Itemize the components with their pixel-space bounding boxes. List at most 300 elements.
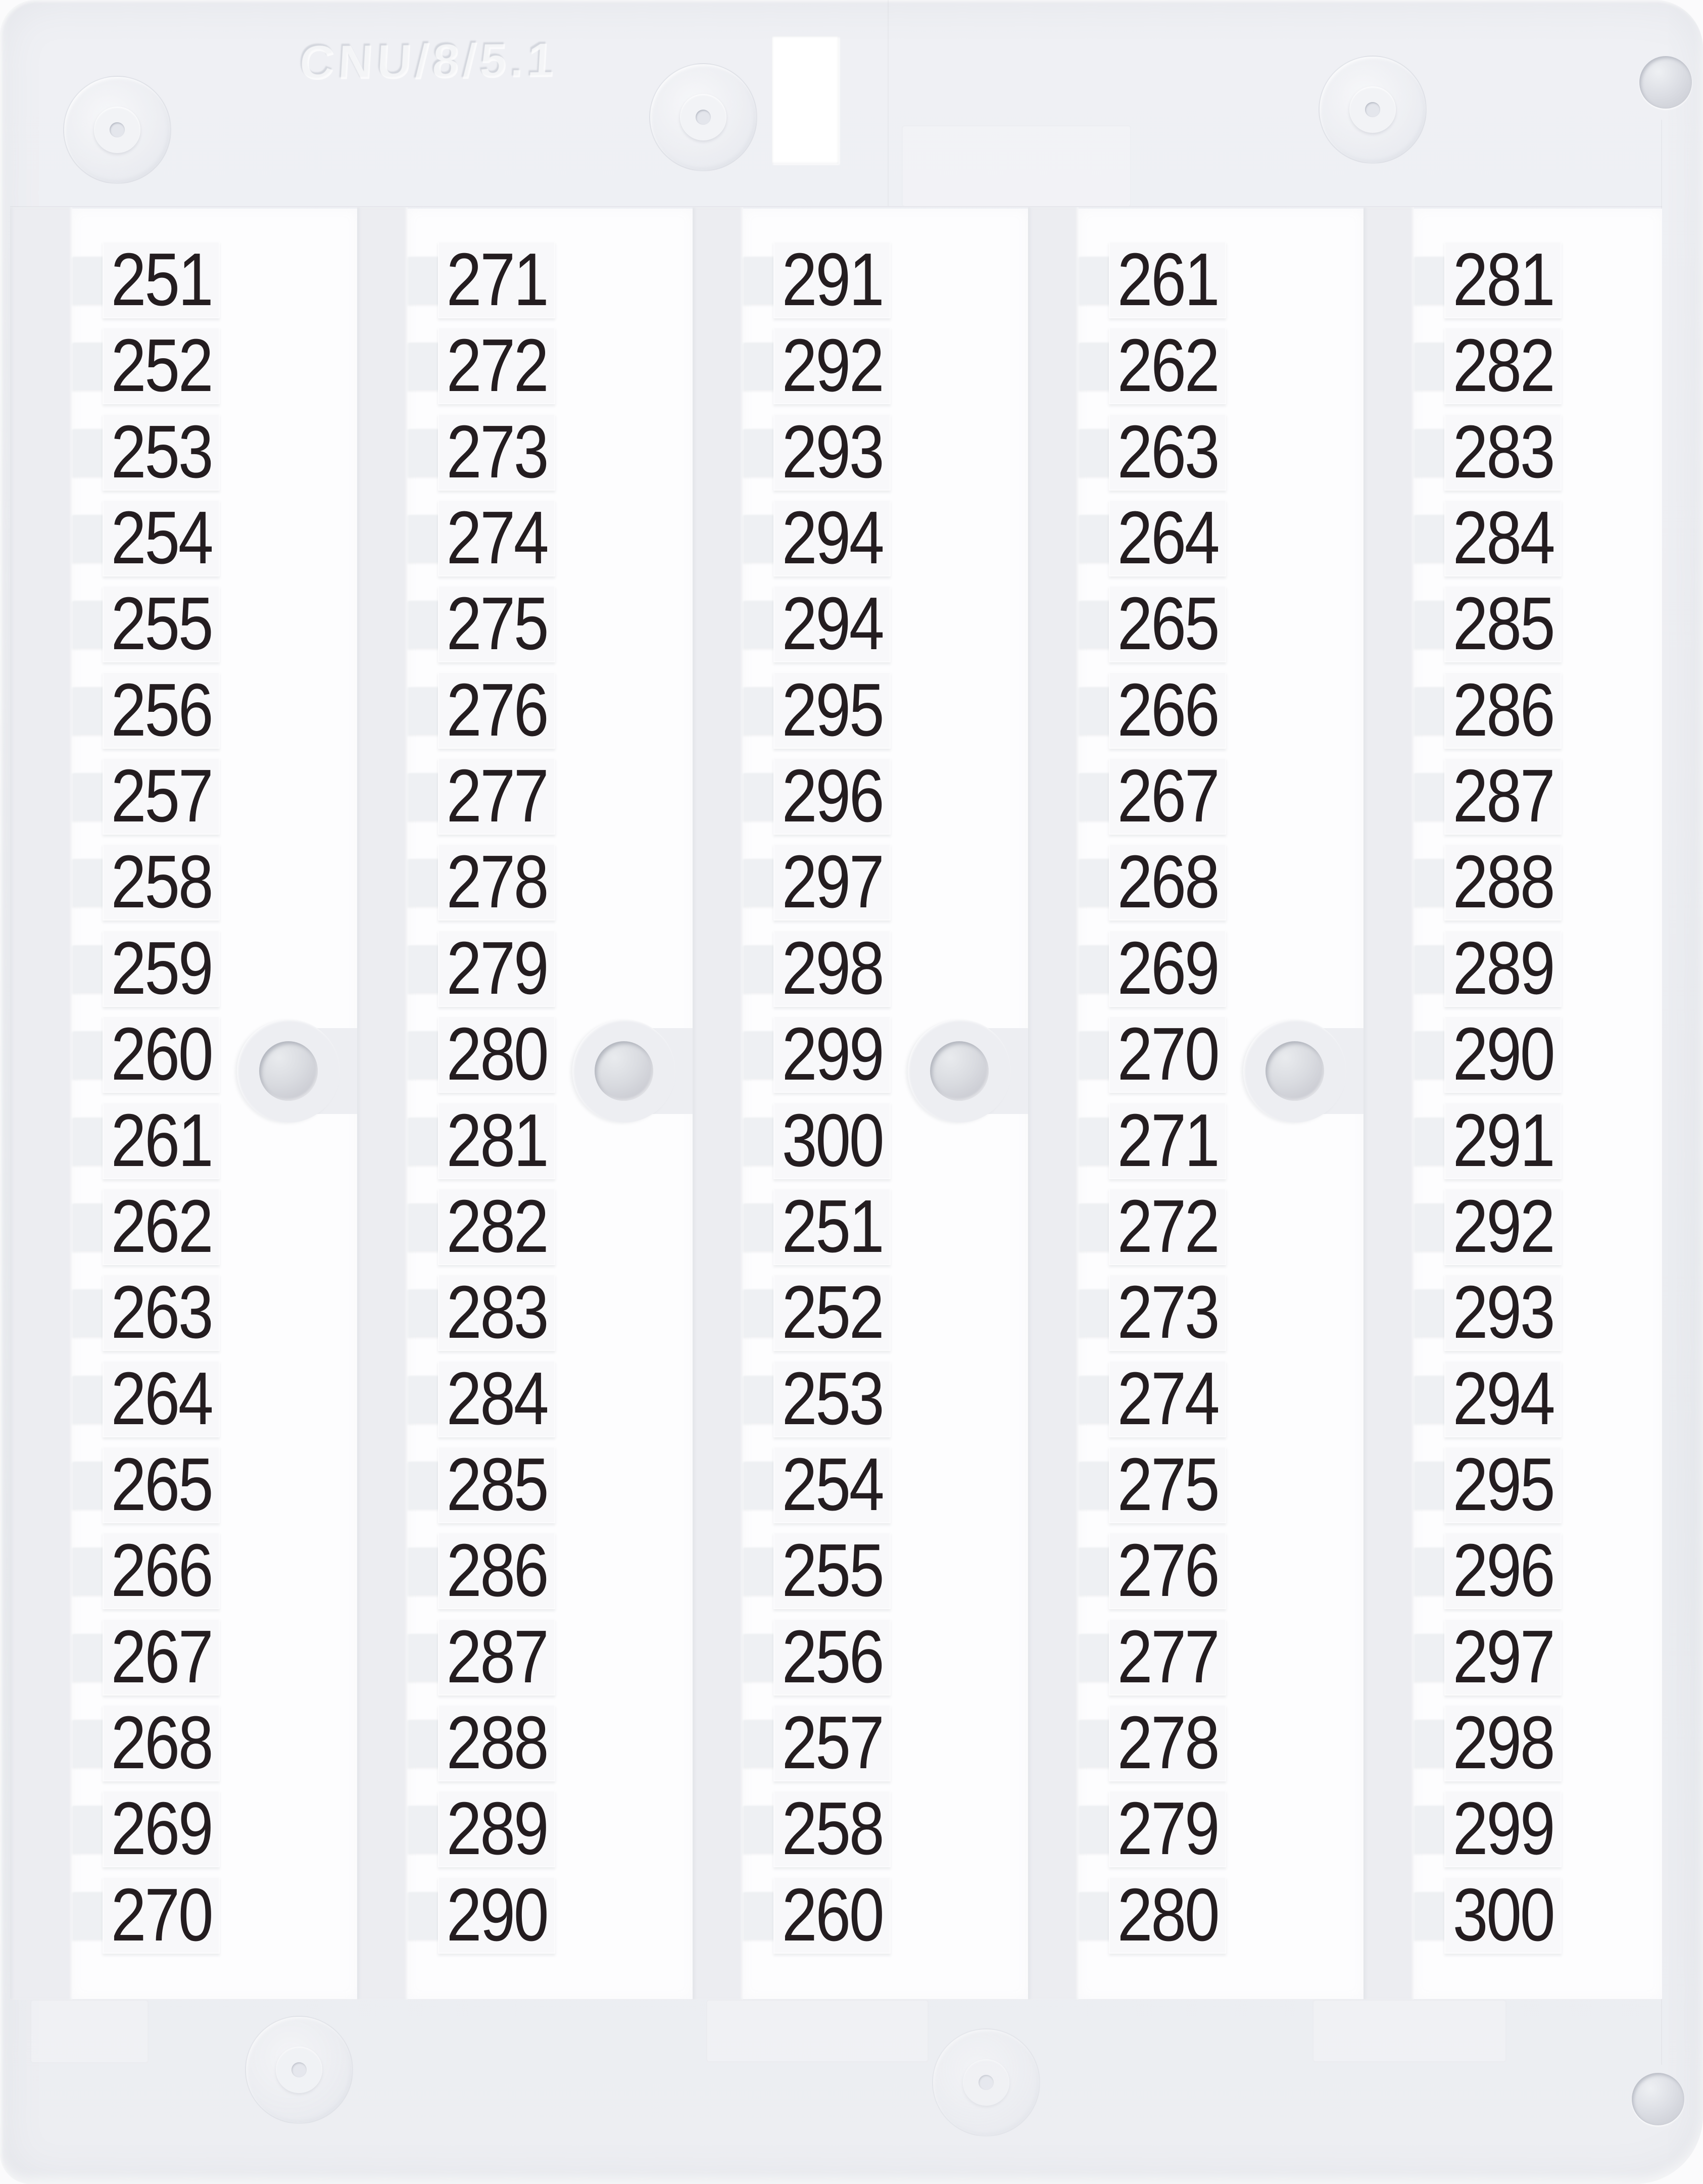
tag-number: 291 — [782, 238, 883, 321]
marker-tag — [773, 1271, 891, 1354]
tag-number: 253 — [111, 410, 212, 494]
marker-tag — [1444, 1271, 1562, 1354]
marker-tag — [103, 1701, 220, 1784]
tag-number: 256 — [111, 668, 212, 752]
marker-tag — [103, 324, 220, 407]
tag-number: 294 — [1452, 1357, 1553, 1440]
molded-panel — [902, 125, 1131, 207]
marker-tag — [773, 1787, 891, 1870]
connector-tab — [743, 428, 776, 476]
marker-tag — [1109, 410, 1226, 494]
tag-number: 298 — [782, 927, 883, 1010]
marker-tag — [1444, 324, 1562, 407]
connector-tab — [743, 342, 776, 390]
connector-tab — [743, 1288, 776, 1337]
connector-tab — [1414, 1805, 1447, 1853]
marker-tag — [1444, 927, 1562, 1010]
marker-tag — [438, 1787, 555, 1870]
tag-number: 254 — [111, 496, 212, 579]
marker-tag — [773, 1529, 891, 1612]
marker-tag — [438, 1271, 555, 1354]
connector-tab — [1414, 1546, 1447, 1595]
tag-number: 299 — [782, 1012, 883, 1096]
marker-tag — [103, 496, 220, 579]
top-notch-cutout — [772, 36, 839, 164]
strip-rail — [1364, 207, 1414, 2000]
marker-tag — [438, 496, 555, 579]
marker-tag — [438, 668, 555, 752]
tag-number: 287 — [446, 1615, 547, 1698]
tag-number: 275 — [1117, 1443, 1218, 1526]
marker-tag — [438, 1529, 555, 1612]
tag-number: 276 — [446, 668, 547, 752]
connector-tab — [743, 1202, 776, 1251]
connector-tab — [743, 1891, 776, 1939]
connector-tab — [1414, 1117, 1447, 1165]
connector-tab — [743, 1805, 776, 1853]
marker-tag — [103, 1615, 220, 1698]
tag-number: 273 — [1117, 1271, 1218, 1354]
connector-tab — [1414, 1461, 1447, 1509]
tag-number: 294 — [782, 582, 883, 665]
connector-tab — [72, 428, 106, 476]
connector-tab — [1414, 1375, 1447, 1423]
marker-tag — [773, 1615, 891, 1698]
tag-number: 290 — [1452, 1012, 1553, 1096]
connector-tab — [1414, 1030, 1447, 1079]
tag-number: 252 — [782, 1271, 883, 1354]
connector-tab — [743, 858, 776, 906]
connector-tab — [72, 858, 106, 906]
tag-number: 266 — [111, 1529, 212, 1612]
connector-tab — [72, 1202, 106, 1251]
molded-panel — [30, 2000, 149, 2063]
marker-tag — [773, 1357, 891, 1440]
marker-tag — [438, 1099, 555, 1182]
marker-tag — [103, 1012, 220, 1096]
tag-number: 268 — [1117, 840, 1218, 924]
marker-tag — [773, 927, 891, 1010]
mounting-hole — [595, 1041, 653, 1101]
marker-tag — [1444, 1529, 1562, 1612]
tag-number: 260 — [111, 1012, 212, 1096]
tag-number: 291 — [1452, 1099, 1553, 1182]
connector-tab — [408, 1546, 441, 1595]
marker-tag — [1444, 754, 1562, 838]
marker-tag — [1109, 1701, 1226, 1784]
tag-number: 281 — [1452, 238, 1553, 321]
tag-number: 265 — [111, 1443, 212, 1526]
connector-tab — [408, 1288, 441, 1337]
marker-tag — [1444, 496, 1562, 579]
marker-tag — [438, 1443, 555, 1526]
marker-tag — [103, 1357, 220, 1440]
marker-tag — [773, 1873, 891, 1957]
marker-tag — [103, 1099, 220, 1182]
embossed-code: CNU/8/5.1 — [297, 32, 559, 89]
marker-tag — [1109, 840, 1226, 924]
tag-number: 293 — [782, 410, 883, 494]
connector-tab — [1079, 342, 1112, 390]
marker-tag — [1444, 1873, 1562, 1957]
marker-tag — [1109, 582, 1226, 665]
tag-number: 264 — [111, 1357, 212, 1440]
tag-number: 269 — [1117, 927, 1218, 1010]
connector-tab — [1414, 514, 1447, 562]
connector-tab — [1079, 1805, 1112, 1853]
corner-hole — [1632, 2073, 1684, 2125]
tag-number: 298 — [1452, 1701, 1553, 1784]
tag-number: 273 — [446, 410, 547, 494]
connector-tab — [743, 1633, 776, 1681]
tag-number: 271 — [446, 238, 547, 321]
screw-boss — [1319, 56, 1427, 164]
connector-tab — [408, 1202, 441, 1251]
tag-number: 296 — [1452, 1529, 1553, 1612]
connector-tab — [408, 1117, 441, 1165]
marker-tag — [438, 840, 555, 924]
marker-tag — [1109, 496, 1226, 579]
marker-tag — [1444, 1443, 1562, 1526]
tag-number: 266 — [1117, 668, 1218, 752]
marker-tag — [103, 238, 220, 321]
connector-tab — [1079, 1375, 1112, 1423]
connector-tab — [1414, 1719, 1447, 1767]
marker-tag — [1444, 238, 1562, 321]
connector-tab — [1079, 1461, 1112, 1509]
marker-tag — [103, 1787, 220, 1870]
tag-number: 264 — [1117, 496, 1218, 579]
marker-tag — [773, 668, 891, 752]
tag-number: 300 — [782, 1099, 883, 1182]
marker-tag — [1109, 1787, 1226, 1870]
connector-tab — [1079, 1719, 1112, 1767]
screw-boss — [245, 2016, 353, 2124]
marker-tag — [438, 324, 555, 407]
marker-tag — [773, 1012, 891, 1096]
connector-tab — [1414, 342, 1447, 390]
connector-tab — [1079, 1117, 1112, 1165]
tag-number: 284 — [1452, 496, 1553, 579]
tag-number: 278 — [446, 840, 547, 924]
connector-tab — [72, 1288, 106, 1337]
marker-tag — [1109, 1271, 1226, 1354]
marker-tag — [1109, 754, 1226, 838]
connector-tab — [72, 256, 106, 304]
connector-tab — [1079, 1633, 1112, 1681]
tag-number: 289 — [1452, 927, 1553, 1010]
marker-tag — [1444, 668, 1562, 752]
tag-number: 255 — [782, 1529, 883, 1612]
tag-number: 295 — [1452, 1443, 1553, 1526]
tag-number: 261 — [1117, 238, 1218, 321]
marker-tag — [1109, 1357, 1226, 1440]
connector-tab — [72, 514, 106, 562]
connector-tab — [408, 256, 441, 304]
connector-tab — [72, 1633, 106, 1681]
connector-tab — [1079, 1891, 1112, 1939]
connector-tab — [1414, 1891, 1447, 1939]
connector-tab — [1414, 686, 1447, 735]
tag-number: 274 — [1117, 1357, 1218, 1440]
tag-number: 281 — [446, 1099, 547, 1182]
marker-tag — [773, 324, 891, 407]
marker-tag — [1444, 1615, 1562, 1698]
connector-tab — [1079, 772, 1112, 820]
tag-number: 282 — [446, 1185, 547, 1268]
screw-boss — [63, 76, 171, 184]
tag-number: 297 — [782, 840, 883, 924]
top-band-seam — [10, 206, 1662, 207]
tag-number: 288 — [446, 1701, 547, 1784]
connector-tab — [72, 944, 106, 993]
tag-number: 297 — [1452, 1615, 1553, 1698]
tag-number: 259 — [111, 927, 212, 1010]
tag-number: 290 — [446, 1873, 547, 1957]
tag-number: 256 — [782, 1615, 883, 1698]
connector-tab — [1414, 1202, 1447, 1251]
corner-hole — [1639, 56, 1692, 109]
marker-tag — [103, 927, 220, 1010]
tag-number: 261 — [111, 1099, 212, 1182]
connector-tab — [743, 514, 776, 562]
connector-tab — [408, 1461, 441, 1509]
tag-number: 295 — [782, 668, 883, 752]
marker-tag — [438, 1357, 555, 1440]
marker-tag — [438, 927, 555, 1010]
tag-number: 258 — [782, 1787, 883, 1870]
marker-tag — [1444, 840, 1562, 924]
marker-tag — [1109, 238, 1226, 321]
connector-tab — [1079, 1546, 1112, 1595]
connector-tab — [743, 256, 776, 304]
marker-tag — [438, 238, 555, 321]
connector-tab — [743, 944, 776, 993]
marker-tag — [773, 1099, 891, 1182]
connector-tab — [72, 1805, 106, 1853]
connector-tab — [1079, 428, 1112, 476]
marker-tag — [773, 754, 891, 838]
mounting-hole — [259, 1041, 318, 1101]
tag-number: 267 — [1117, 754, 1218, 838]
molded-panel — [1312, 2000, 1506, 2062]
connector-tab — [1414, 600, 1447, 648]
connector-tab — [72, 1375, 106, 1423]
marker-tag — [103, 410, 220, 494]
strip-rail — [693, 207, 743, 2000]
tag-number: 276 — [1117, 1529, 1218, 1612]
marker-tag — [438, 410, 555, 494]
tag-number: 292 — [782, 324, 883, 407]
tag-number: 255 — [111, 582, 212, 665]
connector-tab — [1414, 256, 1447, 304]
marker-tag — [438, 1615, 555, 1698]
marker-tag — [103, 582, 220, 665]
tag-number: 270 — [111, 1873, 212, 1957]
tag-number: 260 — [782, 1873, 883, 1957]
connector-tab — [1414, 772, 1447, 820]
tag-number: 283 — [1452, 410, 1553, 494]
connector-tab — [1079, 600, 1112, 648]
strip-rail — [10, 207, 72, 2000]
tag-number: 254 — [782, 1443, 883, 1526]
tag-number: 272 — [1117, 1185, 1218, 1268]
marker-tag — [438, 1185, 555, 1268]
tag-number: 283 — [446, 1271, 547, 1354]
marker-tag — [1109, 1443, 1226, 1526]
tag-number: 263 — [111, 1271, 212, 1354]
connector-tab — [743, 1117, 776, 1165]
connector-tab — [743, 1030, 776, 1079]
marker-tag — [1444, 1099, 1562, 1182]
connector-tab — [408, 686, 441, 735]
marker-tag — [103, 1529, 220, 1612]
top-band-seam-vertical — [888, 0, 889, 206]
connector-tab — [408, 1891, 441, 1939]
connector-tab — [72, 600, 106, 648]
tag-number: 277 — [1117, 1615, 1218, 1698]
connector-tab — [743, 600, 776, 648]
connector-tab — [408, 1030, 441, 1079]
connector-tab — [1079, 1288, 1112, 1337]
connector-tab — [1079, 256, 1112, 304]
marker-tag — [1444, 582, 1562, 665]
connector-tab — [408, 858, 441, 906]
connector-tab — [1079, 686, 1112, 735]
connector-tab — [1414, 858, 1447, 906]
tag-number: 278 — [1117, 1701, 1218, 1784]
connector-tab — [1079, 514, 1112, 562]
tag-number: 299 — [1452, 1787, 1553, 1870]
marker-tag — [773, 496, 891, 579]
marker-tag — [438, 1012, 555, 1096]
tag-number: 257 — [782, 1701, 883, 1784]
marker-tag — [1109, 1012, 1226, 1096]
tag-number: 289 — [446, 1787, 547, 1870]
marker-tag — [1444, 1012, 1562, 1096]
tag-number: 280 — [1117, 1873, 1218, 1957]
tag-number: 285 — [1452, 582, 1553, 665]
marker-tag — [1109, 324, 1226, 407]
tag-number: 262 — [1117, 324, 1218, 407]
connector-tab — [72, 342, 106, 390]
connector-tab — [743, 1546, 776, 1595]
marker-tag — [1444, 1185, 1562, 1268]
tag-number: 287 — [1452, 754, 1553, 838]
marker-tag — [103, 840, 220, 924]
tag-number: 267 — [111, 1615, 212, 1698]
connector-tab — [743, 686, 776, 735]
marker-tag — [438, 754, 555, 838]
marker-tag — [773, 238, 891, 321]
connector-tab — [72, 1546, 106, 1595]
marker-tag — [1444, 1357, 1562, 1440]
tag-number: 253 — [782, 1357, 883, 1440]
tag-number: 252 — [111, 324, 212, 407]
marker-tag — [1444, 410, 1562, 494]
tag-number: 277 — [446, 754, 547, 838]
tag-number: 268 — [111, 1701, 212, 1784]
tag-number: 286 — [1452, 668, 1553, 752]
marker-tag — [1444, 1701, 1562, 1784]
tag-number: 275 — [446, 582, 547, 665]
marker-tag — [438, 1701, 555, 1784]
tag-number: 263 — [1117, 410, 1218, 494]
screw-boss — [649, 63, 757, 171]
tag-number: 269 — [111, 1787, 212, 1870]
marker-tag — [438, 582, 555, 665]
connector-tab — [1079, 1030, 1112, 1079]
tag-number: 251 — [111, 238, 212, 321]
marker-tag — [1109, 1185, 1226, 1268]
tag-number: 270 — [1117, 1012, 1218, 1096]
tag-number: 272 — [446, 324, 547, 407]
connector-tab — [72, 772, 106, 820]
strip-rail — [357, 207, 408, 2000]
connector-tab — [1079, 1202, 1112, 1251]
marker-tag — [103, 668, 220, 752]
connector-tab — [1414, 1633, 1447, 1681]
tag-number: 280 — [446, 1012, 547, 1096]
tag-number: 285 — [446, 1443, 547, 1526]
connector-tab — [408, 342, 441, 390]
connector-tab — [72, 1719, 106, 1767]
marker-tag — [1444, 1787, 1562, 1870]
connector-tab — [1414, 428, 1447, 476]
tag-number: 293 — [1452, 1271, 1553, 1354]
tag-number: 294 — [782, 496, 883, 579]
connector-tab — [408, 1805, 441, 1853]
connector-tab — [72, 1030, 106, 1079]
marker-tag — [103, 1271, 220, 1354]
connector-tab — [72, 686, 106, 735]
marker-tag — [103, 1185, 220, 1268]
tag-number: 279 — [1117, 1787, 1218, 1870]
connector-tab — [72, 1461, 106, 1509]
tag-number: 300 — [1452, 1873, 1553, 1957]
marker-tag — [1109, 1873, 1226, 1957]
connector-tab — [408, 428, 441, 476]
marker-tag — [1109, 1529, 1226, 1612]
connector-tab — [72, 1117, 106, 1165]
connector-tab — [408, 1633, 441, 1681]
marker-tag — [438, 1873, 555, 1957]
marker-tag — [103, 1873, 220, 1957]
connector-tab — [408, 944, 441, 993]
tag-number: 251 — [782, 1185, 883, 1268]
tag-number: 257 — [111, 754, 212, 838]
connector-tab — [408, 772, 441, 820]
marker-tag — [1109, 1615, 1226, 1698]
marker-tag — [103, 754, 220, 838]
connector-tab — [72, 1891, 106, 1939]
tag-number: 262 — [111, 1185, 212, 1268]
strip-rail — [1028, 207, 1079, 2000]
connector-tab — [743, 1375, 776, 1423]
molded-panel — [706, 2000, 929, 2062]
tag-number: 284 — [446, 1357, 547, 1440]
mounting-hole — [930, 1041, 989, 1101]
tag-number: 274 — [446, 496, 547, 579]
marker-tag — [773, 582, 891, 665]
connector-tab — [408, 1719, 441, 1767]
connector-tab — [1414, 944, 1447, 993]
tag-number: 258 — [111, 840, 212, 924]
mounting-hole — [1266, 1041, 1324, 1101]
connector-tab — [408, 600, 441, 648]
connector-tab — [1414, 1288, 1447, 1337]
tag-number: 292 — [1452, 1185, 1553, 1268]
